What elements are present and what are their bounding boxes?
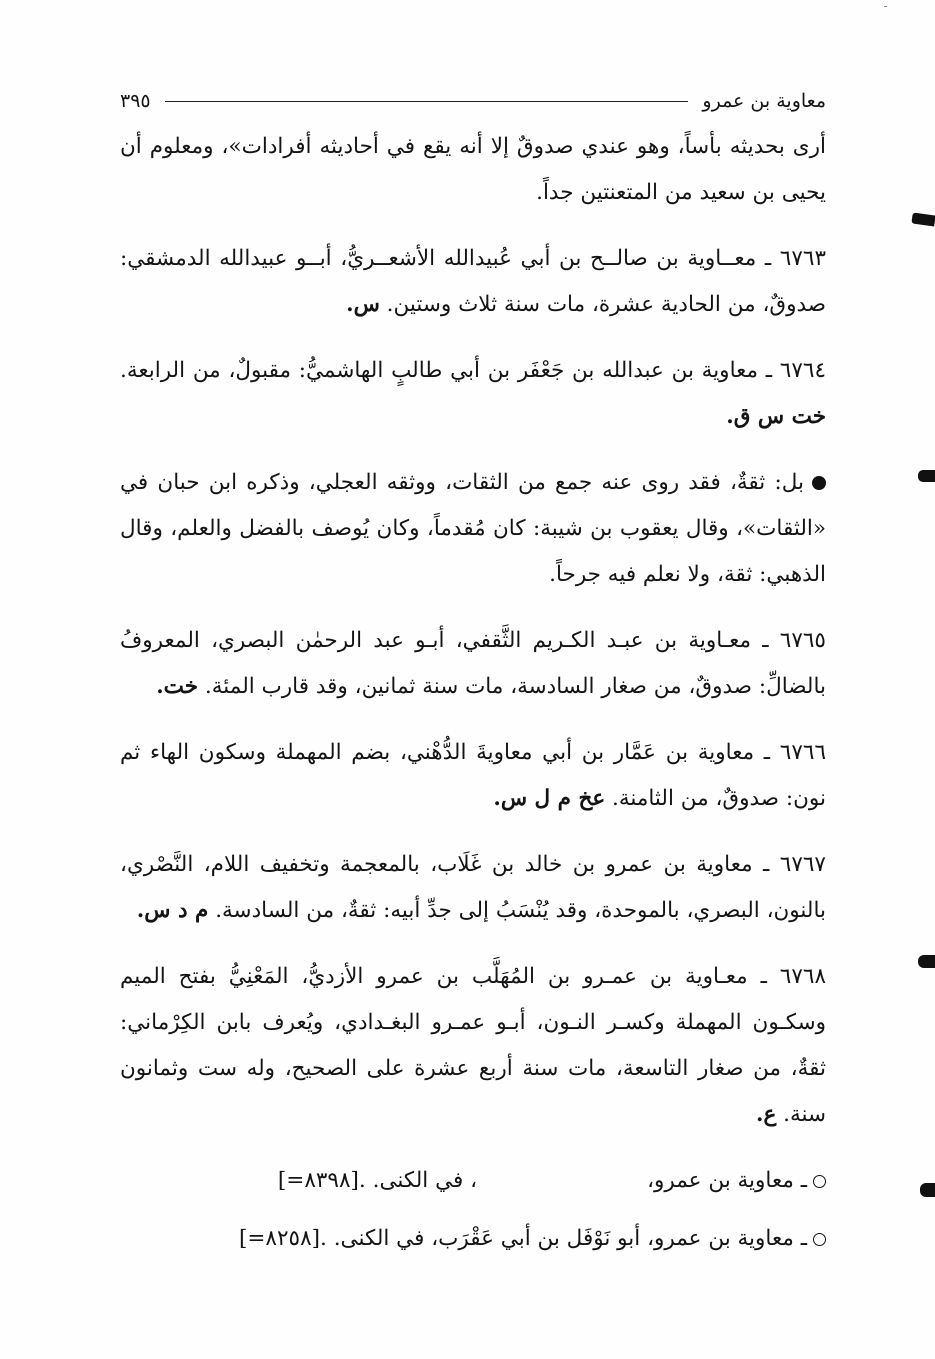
entry-6765 [120,618,826,710]
entry-codes: م د س. [136,898,209,923]
entry-codes: ع. [755,1102,777,1127]
reference-text: ـ معاوية بن عمرو، [647,1168,807,1193]
reference-bracket: [=٨٢٥٨]. [239,1226,327,1251]
entry-number: ٦٧٦٤ [779,358,826,383]
entry-number: ٦٧٦٣ [779,246,826,271]
editor-note [120,460,826,598]
entry-number: ٦٧٦٥ [779,628,826,653]
header-title: معاوية بن عمرو [702,90,826,112]
paragraph-text: أرى بحديثه بأساً، وهو عندي صدوقٌ إلا أنه يقع في أحاديثه أفرادات»، ومعلوم أن يحيى بن سعيد من المتعنتين جداً. [120,134,826,205]
entry-text: ـ معاوية بن عَمَّار بن أبي معاويةَ الدُّهْني، بضم المهملة وسكون الهاء ثم نون: صدوقٌ، من الثامنة. [120,740,826,811]
header-rule [165,101,689,102]
page-number: ٣٩٥ [120,90,151,112]
entry-codes: س. [346,292,380,317]
entry-number: ٦٧٦٨ [779,964,826,989]
circle-marker-icon [813,1233,826,1246]
margin-ink-mark [918,955,935,968]
entry-6767 [120,842,826,934]
entry-number: ٦٧٦٦ [779,740,826,765]
document-page [120,84,826,1274]
margin-ink-mark [918,470,935,482]
entry-6763 [120,236,826,328]
entry-6766 [120,730,826,822]
reference-bracket: [=٨٣٩٨]. [277,1168,366,1193]
margin-ink-mark [911,212,935,226]
reference-text: ـ معاوية بن عمرو، أبو نَوْفَل بن أبي عَقْرَب، في الكنى. [333,1226,807,1251]
scan-speck [884,6,887,7]
running-header [120,84,826,118]
entry-6768 [120,954,826,1138]
entry-text: ـ معـاوية بن عمـرو بن المُهَلَّب بن عمرو الأزديُّ، المَعْنِيُّ بفتح الميم وسكـون المهملة وكسـر النـون، أبـو عمـرو البغـدادي، ويُعرف بابن الكِرْماني: ثقةٌ، من صغار التاسعة، مات سنة أربع عشرة على الصحيح، وله ست وثمانون سنة. [120,964,826,1127]
paragraph-continuation [120,124,826,216]
cross-reference [120,1158,826,1204]
margin-ink-mark [920,1183,935,1197]
circle-marker-icon [813,1175,826,1188]
entry-6764 [120,348,826,440]
entry-number: ٦٧٦٧ [779,852,826,877]
bullet-icon [812,476,826,490]
entry-text: ـ معاوية بن عبدالله بن جَعْفَر بن أبي طالبٍ الهاشميُّ: مقبولٌ، من الرابعة. [120,358,773,383]
cross-reference [120,1216,826,1262]
entry-codes: عخ م ل س. [493,786,606,811]
entry-text: ـ معاوية بن عمرو بن خالد بن غَلَاب، بالمعجمة وتخفيف اللام، النَّصْري، بالنون، البصري، بالموحدة، وقد يُنْسَبُ إلى جدِّ أبيه: ثقةٌ، من السادسة. [120,852,826,923]
entry-codes: خت س ق. [726,404,826,429]
entry-codes: خت. [156,674,199,699]
note-text: بل: ثقةٌ، فقد روى عنه جمع من الثقات، ووثقه العجلي، وذكره ابن حبان في «الثقات»، وقال يعقوب بن شيبة: كان مُقدماً، وكان يُوصف بالفضل والعلم، وقال الذهبي: ثقة، ولا نعلم فيه جرحاً. [120,470,826,587]
entry-text: ـ معــاوية بن صالــح بن أبي عُبيدالله الأشعــريُّ، أبــو عبيدالله الدمشقي: صدوقٌ، من الحادية عشرة، مات سنة ثلاث وستين. [120,246,826,317]
entry-text: ـ معـاوية بن عبـد الكـريم الثَّقفي، أبـو عبد الرحمٰن البصري، المعروفُ بالضالِّ: صدوقٌ، من صغار السادسة، مات سنة ثمانين، وقد قارب المئة. [120,628,826,699]
reference-text: ، في الكنى. [372,1168,478,1193]
